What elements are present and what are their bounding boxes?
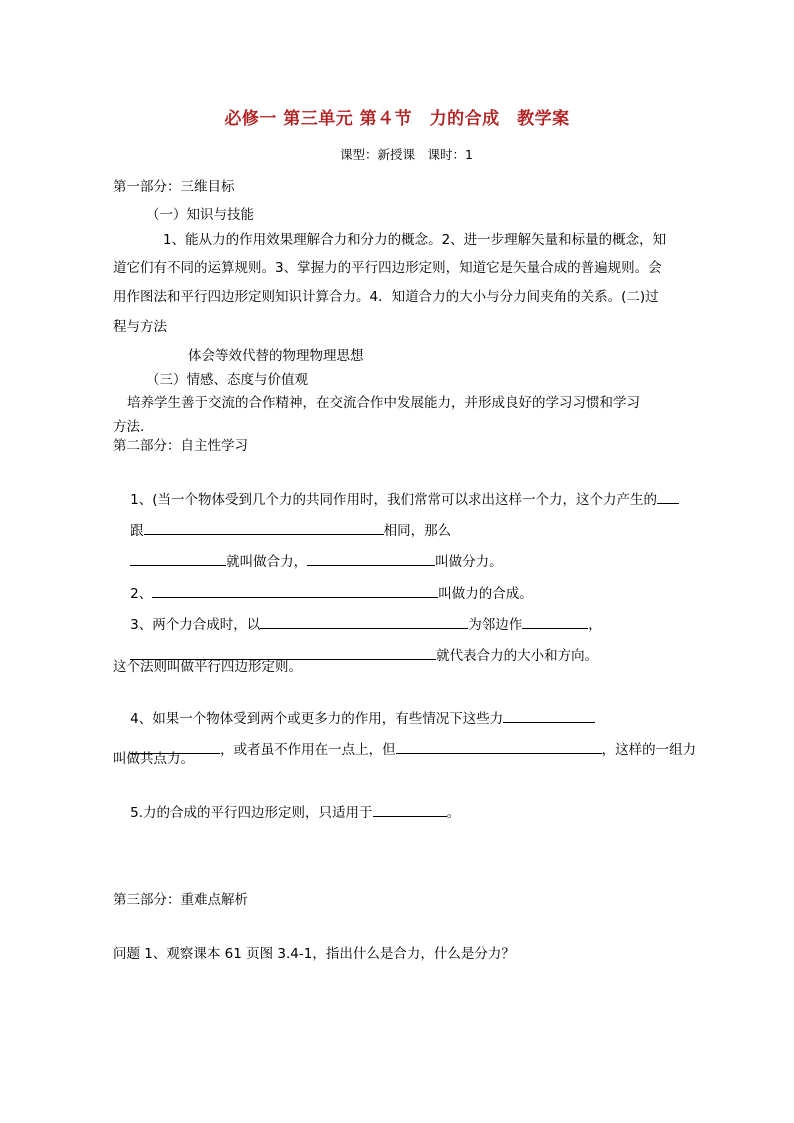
answer-blank[interactable] — [396, 739, 602, 754]
part1-paragraph-line4: 程与方法 — [113, 319, 167, 335]
question-1-text-c2: 叫做分力。 — [435, 554, 503, 570]
question-5-text-b: 。 — [446, 805, 461, 821]
question-3-text-d: 就代表合力的大小和方向。 — [436, 648, 599, 664]
question-2-text-b: 叫做力的合成。 — [438, 586, 533, 602]
part1-sub2-text: 体会等效代替的物理物理思想 — [188, 348, 364, 364]
part2-heading: 第二部分：自主性学习 — [113, 438, 248, 454]
question-4-text-b: ，或者虽不作用在一点上，但 — [220, 742, 396, 758]
answer-blank[interactable] — [373, 802, 447, 817]
part1-paragraph-line3: 用作图法和平行四边形定则知识计算合力。4．知道合力的大小与分力间夹角的关系。(二)过 — [113, 289, 659, 305]
answer-blank[interactable] — [130, 551, 226, 566]
part1-paragraph-line1: 1、能从力的作用效果理解合力和分力的概念。2、进一步理解矢量和标量的概念，知 — [163, 232, 667, 248]
question-1-text-a: 1、(当一个物体受到几个力的共同作用时，我们常常可以求出这样一个力，这个力产生的 — [130, 492, 658, 508]
part1-sub1: （一）知识与技能 — [146, 207, 254, 223]
question-3-text-c: ， — [588, 617, 602, 633]
answer-blank[interactable] — [657, 489, 679, 504]
question-3-line3: 这个法则叫做平行四边形定则。 — [113, 659, 302, 675]
part1-paragraph-line2: 道它们有不同的运算规则。3、掌握力的平行四边形定则，知道它是矢量合成的普遍规则。会 — [113, 260, 662, 276]
question-5-line — [113, 784, 460, 840]
part1-sub3-line1: 培养学生善于交流的合作精神，在交流合作中发展能力，并形成良好的学习习惯和学习 — [127, 395, 640, 411]
part1-heading: 第一部分：三维目标 — [113, 179, 235, 195]
question-3-text-a: 3、两个力合成时，以 — [130, 617, 261, 633]
question-3-text-b: 为邻边作 — [468, 617, 523, 633]
question-1-text-c1: 就叫做合力， — [226, 554, 308, 570]
question-1-text-b2: 相同，那么 — [383, 523, 452, 539]
question-4-line2 — [113, 721, 696, 777]
question-4-text-c: ，这样的一组力 — [601, 742, 697, 758]
part1-sub3: （三）情感、态度与价值观 — [146, 372, 308, 388]
part3-heading: 第三部分：重难点解析 — [113, 892, 248, 908]
question-5-text-a: 5.力的合成的平行四边形定则，只适用于 — [130, 805, 373, 821]
document-subtitle: 课型：新授课 课时：1 — [340, 147, 473, 162]
question-4-line3: 叫做共点力。 — [113, 751, 194, 767]
question-4-text-a: 4、如果一个物体受到两个或更多力的作用，有些情况下这些力 — [130, 711, 504, 727]
document-title: 必修一 第三单元 第４节 力的合成 教学案 — [224, 109, 570, 129]
answer-blank[interactable] — [307, 551, 435, 566]
part1-sub3-line2: 方法. — [113, 419, 145, 435]
question-2-text-a: 2、 — [130, 586, 153, 602]
part3-question-1: 问题 1、观察课本 61 页图 3.4-1，指出什么是合力，什么是分力？ — [113, 946, 515, 962]
question-1-text-b1: 跟 — [130, 523, 144, 539]
